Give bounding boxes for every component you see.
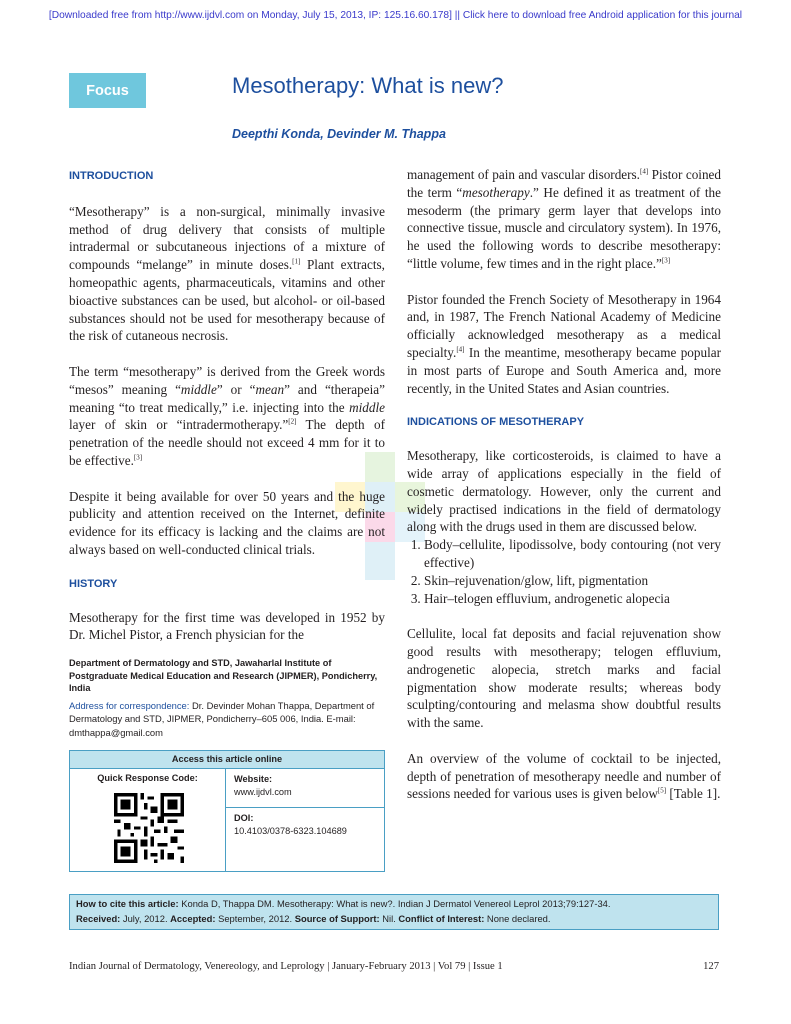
indications-heading: INDICATIONS OF MESOTHERAPY (407, 416, 585, 429)
indications-paragraph-2: Cellulite, local fat deposits and facial rejuvenation show good results with mesotherapy; telogen effluvium, androgenetic alopecia, stretch marks and facial pigmentation show moderate results; whereas body sculpting/contouring and melasma show doubtful results with the same. (407, 626, 721, 731)
text: In the meantime, mesotherapy became popular in most parts of Europe and South America and, more recently, in the United States and Asian countries. (407, 344, 721, 396)
access-article-box (69, 750, 385, 872)
how-to-cite-text: Konda D, Thappa DM. Mesotherapy: What is new?. Indian J Dermatol Venereol Leprol 2013;79:127-34. (178, 898, 611, 909)
conflict-label: Conflict of Interest: (398, 912, 485, 924)
text: layer of skin or “intradermotherapy.” (69, 417, 289, 433)
reference-link[interactable]: [4] (639, 167, 649, 176)
website-row (226, 769, 384, 807)
article-authors: Deepthi Konda, Devinder M. Thappa (232, 127, 446, 141)
intro-paragraph-3: Despite it being available for over 50 years and the huge publicity and attention received on the Internet, definite evidence for its efficacy is lacking and the claims are not always based on well-conducted clinical trials. (69, 488, 385, 557)
text: mesotherapy (462, 184, 530, 200)
indications-paragraph-1: Mesotherapy, like corticosteroids, is claimed to have a wide array of applications especially in the field of cosmetic dermatology. However, only the current and widely practised indications in the field of dermatology along with the drugs used in them are discussed below. (407, 448, 721, 535)
intro-paragraph-1 (69, 203, 385, 345)
author-affiliation: Department of Dermatology and STD, Jawaharlal Institute of Postgraduate Medical Education and Research (JIPMER), Pondicherry, India (69, 658, 378, 693)
website-label: Website: (234, 774, 273, 784)
citation-box (69, 894, 719, 930)
reference-link[interactable]: [3] (661, 256, 671, 265)
received-label: Received: (76, 912, 121, 924)
reference-link[interactable]: [5] (657, 786, 667, 795)
history-paragraph-1: Mesotherapy for the first time was developed in 1952 by Dr. Michel Pistor, a French physician for the (69, 609, 385, 643)
qr-cell (70, 769, 226, 872)
text: middle (180, 381, 217, 397)
text: .” He defined it as treatment of the mesoderm (the primary germ layer that develops into connective tissue, muscle and circulatory system). In 1976, he used the following words to describe mesotherapy: “little volume, few times and in the right place.” (407, 184, 721, 271)
article-links-cell (226, 769, 384, 872)
doi-label: DOI: (234, 813, 254, 823)
list-item: 2. Skin–rejuvenation/glow, lift, pigmentation (424, 572, 721, 590)
access-box-header: Access this article online (70, 751, 384, 769)
accepted-date: September, 2012. (215, 912, 295, 924)
text: mean (255, 381, 285, 397)
text: management of pain and vascular disorders. (407, 167, 640, 182)
text: The term “mesotherapy” is derived from the Greek words “mesos” meaning “ (69, 363, 385, 397)
history-paragraph-2 (407, 166, 721, 273)
page-number: 127 (703, 961, 719, 972)
history-paragraph-3 (407, 291, 721, 398)
right-column (407, 166, 721, 803)
support-value: Nil. (379, 912, 399, 924)
correspondence-label: Address for correspondence: (69, 700, 190, 711)
text: An overview of the volume of cocktail to be injected, depth of penetration of mesotherapy needle and number of sessions needed for various uses is given below (407, 750, 721, 802)
correspondence-address (69, 699, 385, 739)
journal-info: Indian Journal of Dermatology, Venereology, and Leprology | January-February 2013 | Vol 79 | Issue 1 (69, 961, 503, 972)
text: Pistor founded the French Society of Mesotherapy in 1964 and, in 1987, The French National Academy of Medicine officially acknowledged mesotherapy as a medical specialty. (407, 291, 721, 360)
introduction-heading: INTRODUCTION (69, 170, 154, 182)
article-dates (76, 912, 712, 927)
text: middle (349, 399, 385, 415)
qr-code-icon[interactable] (114, 793, 184, 863)
qr-label: Quick Response Code: (97, 773, 198, 783)
how-to-cite (76, 897, 712, 912)
text: Pistor coined the term “ (407, 167, 722, 200)
accepted-label: Accepted: (170, 912, 216, 924)
text: The depth of penetration of the needle should not exceed 4 mm for it to be effective. (69, 417, 385, 468)
support-label: Source of Support: (294, 912, 380, 924)
history-heading: HISTORY (69, 577, 118, 590)
intro-paragraph-2 (69, 363, 385, 470)
doi-link[interactable]: 10.4103/0378-6323.104689 (234, 825, 347, 836)
list-item: 3. Hair–telogen effluvium, androgenetic alopecia (424, 590, 721, 608)
reference-link[interactable]: [3] (133, 453, 143, 462)
how-to-cite-label: How to cite this article: (76, 898, 179, 909)
conflict-value: None declared. (484, 912, 551, 924)
received-date: July, 2012. (120, 912, 171, 924)
reference-link[interactable]: [2] (288, 417, 297, 426)
text: [Table 1]. (666, 786, 721, 802)
text: ” and “therapeia” meaning “to treat medically,” i.e. injecting into the (69, 381, 385, 415)
doi-row (226, 807, 384, 841)
website-link[interactable]: www.ijdvl.com (234, 786, 292, 797)
text: ” or “ (216, 381, 256, 397)
section-tag: Focus (69, 73, 146, 108)
page-footer (69, 961, 719, 972)
list-item: 1. Body–cellulite, lipodissolve, body contouring (not very effective) (424, 536, 721, 572)
text: Plant extracts, homeopathic agents, pharmaceuticals, vitamins and other bioactive substances can be used, but alcohol- or oil-based substances should not be used for mesotherapy because of the risk of cutaneous necrosis. (69, 257, 385, 344)
article-title: Mesotherapy: What is new? (232, 73, 504, 98)
indications-paragraph-3 (407, 750, 721, 803)
download-banner-link[interactable]: [Downloaded free from http://www.ijdvl.com on Monday, July 15, 2013, IP: 125.16.60.178] || Click here to download free Android application for this journal (48, 10, 743, 21)
text: “Mesotherapy” is a non-surgical, minimally invasive method of drug delivery that consists of multiple intradermal or subcutaneous injections of a mixture of compounds “melange” in minute doses. (69, 203, 385, 273)
reference-link[interactable]: [1] (292, 257, 301, 266)
correspondence-text: Dr. Devinder Mohan Thappa, Department of Dermatology and STD, JIPMER, Pondicherry–605 006, India. E-mail: dmthappa@gmail.com (69, 700, 375, 738)
left-column (69, 168, 385, 644)
indications-list (407, 536, 721, 607)
reference-link[interactable]: [4] (456, 345, 465, 354)
